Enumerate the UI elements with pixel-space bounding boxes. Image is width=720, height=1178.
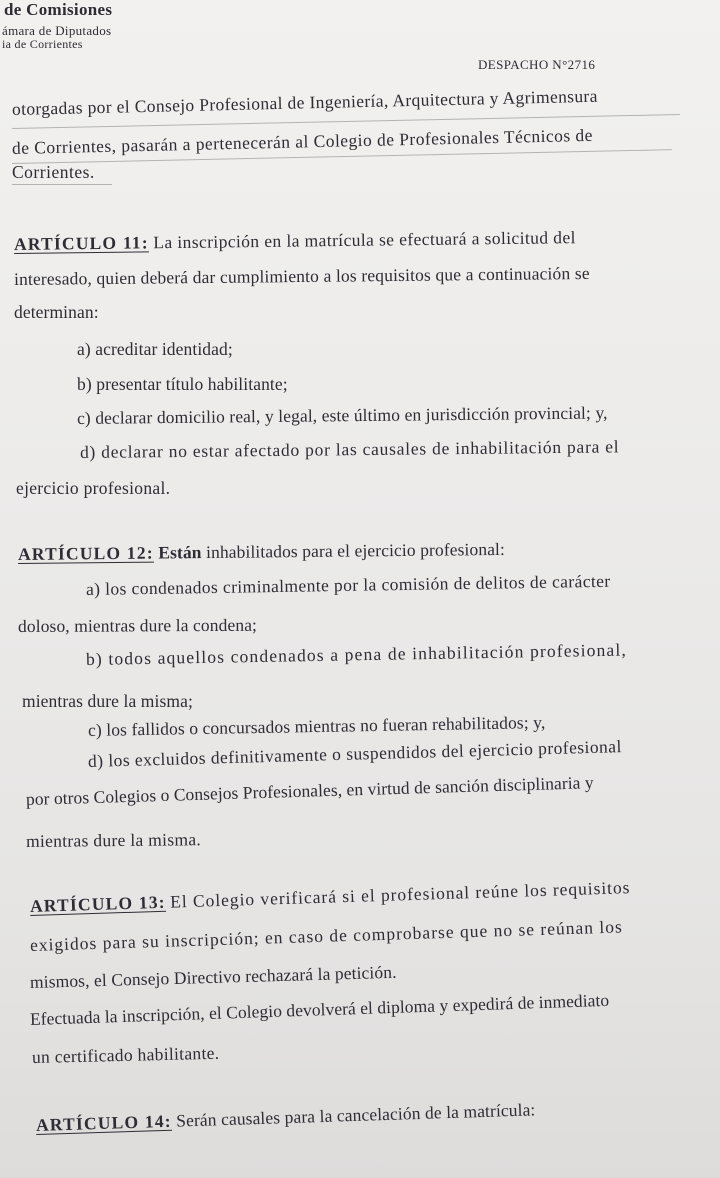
intro-underline-3: [12, 184, 112, 185]
art13-line-4: Efectuada la inscripción, el Colegio devolverá el diploma y expedirá de inmediato: [29, 989, 610, 1029]
art12-item-d2: por otros Colegios o Consejos Profesionales, en virtud de sanción disciplinaria y: [25, 772, 594, 809]
art14-title: ARTÍCULO 14:: [35, 1110, 173, 1135]
header-province: ia de Corrientes: [2, 37, 83, 51]
art11-item-c: c) declarar domicilio real, y legal, este último en jurisdicción provincial; y,: [76, 402, 608, 428]
art11-line-2: interesado, quien deberá dar cumplimiento a los requisitos que a continuación se: [13, 262, 590, 289]
art12-item-a2: doloso, mientras dure la condena;: [17, 614, 258, 636]
intro-line-1: [12, 83, 664, 120]
art13-line-1: [30, 876, 631, 917]
art12-item-c: c) los fallidos o concursados mientras no fueran rehabilitados; y,: [87, 712, 546, 740]
intro-line-1-text: otorgadas por el Consejo Profesional de Ingeniería, Arquitectura y Agrimensura: [11, 85, 598, 119]
art11-item-a: a) acreditar identidad;: [77, 339, 233, 359]
art12-item-d3: mientras dure la misma.: [25, 829, 202, 851]
art11-line-1: [14, 226, 576, 255]
art12-lead-line: [18, 538, 505, 565]
intro-line-2: de Corrientes, pasarán a pertenecerán al Colegio de Profesionales Técnicos de: [11, 124, 594, 158]
art11-item-d1: d) declarar no estar afectado por las causales de inhabilitación para el: [79, 436, 620, 462]
art12-item-b1: b) todos aquellos condenados a pena de inhabilitación profesional,: [85, 639, 628, 669]
art11-item-b: b) presentar título habilitante;: [77, 374, 288, 394]
art12-item-d1: d) los excluidos definitivamente o suspendidos del ejercicio profesional: [87, 736, 623, 771]
art12-lead-text: inhabilitados para el ejercicio profesional:: [205, 538, 506, 563]
art13-line-3: mismos, el Consejo Directivo rechazará la petición.: [29, 961, 397, 992]
art12-item-b2: mientras dure la misma;: [22, 691, 193, 711]
despacho-number: DESPACHO N°2716: [478, 57, 596, 72]
art11-line-3: determinan:: [14, 302, 99, 322]
art13-line-1-text: El Colegio verificará si el profesional reúne los requisitos: [169, 877, 631, 912]
art11-title: ARTÍCULO 11:: [13, 232, 149, 254]
header-chamber: ámara de Diputados: [2, 23, 112, 38]
art11-line-1-text: La inscripción en la matrícula se efectuará a solicitud del: [153, 227, 576, 253]
intro-line-3: Corrientes.: [12, 162, 95, 182]
art14-line-1: [36, 1098, 536, 1136]
art11-item-d2: ejercicio profesional.: [16, 478, 171, 498]
art13-title: ARTÍCULO 13:: [29, 891, 167, 916]
art12-item-a1: a) los condenados criminalmente por la comisión de delitos de carácter: [85, 570, 611, 599]
art13-line-2: exigidos para su inscripción; en caso de comprobarse que no se reúnan los: [29, 916, 624, 955]
art14-lead-text: Serán causales para la cancelación de la matrícula:: [175, 1099, 536, 1131]
header-committee: de Comisiones: [4, 0, 113, 19]
art12-title: ARTÍCULO 12:: [17, 542, 154, 564]
art12-lead-bold: Están: [158, 542, 202, 563]
art13-line-5: un certificado habilitante.: [31, 1042, 220, 1067]
